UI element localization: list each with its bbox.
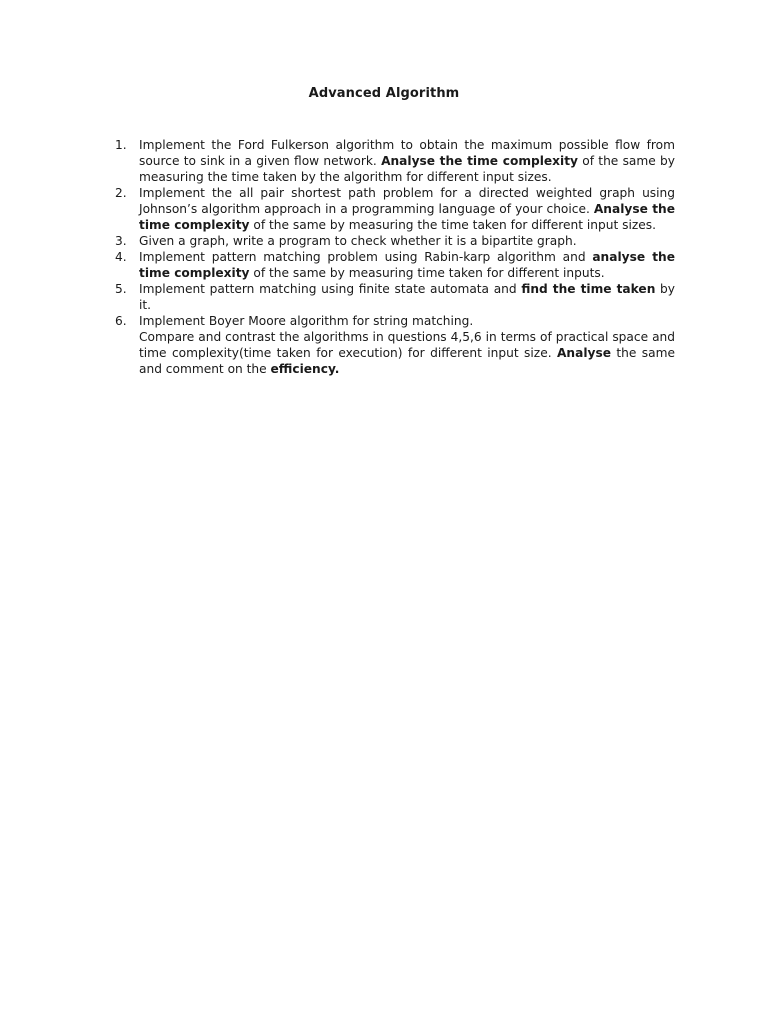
closing-text-segment: Compare and contrast the algorithms in questions 4,5,6 in terms of practical space and time complexity(time taken for execution) for different input size. <box>139 330 675 360</box>
question-text-segment: Implement pattern matching using finite state automata and <box>139 282 522 296</box>
question-number: 3. <box>115 234 127 248</box>
question-text-segment: Implement the all pair shortest path problem for a directed weighted graph using Johnson’s algorithm approach in a programming language of your choice. <box>139 186 675 216</box>
question-item-3 <box>115 233 675 249</box>
closing-emphasis: efficiency. <box>270 362 340 376</box>
question-text <box>139 250 675 280</box>
question-emphasis: find the time taken <box>521 282 656 296</box>
closing-paragraph <box>115 329 675 377</box>
question-text-segment: Implement Boyer Moore algorithm for string matching. <box>139 314 474 328</box>
question-text-segment: Implement the Ford Fulkerson algorithm to obtain the maximum possible flow from source to sink in a given flow network. <box>139 138 675 168</box>
question-text <box>139 282 675 312</box>
closing-emphasis: Analyse <box>556 346 611 360</box>
question-item-1 <box>115 137 675 185</box>
question-text <box>139 138 675 184</box>
question-text <box>139 234 577 248</box>
question-emphasis: Analyse the time complexity <box>381 154 578 168</box>
question-text <box>139 314 473 328</box>
question-number: 2. <box>115 186 127 200</box>
question-emphasis: analyse the time complexity <box>139 250 675 280</box>
question-text-segment: of the same by measuring time taken for different inputs. <box>249 266 605 280</box>
question-emphasis: Analyse the time complexity <box>139 202 675 232</box>
question-text-segment: of the same by measuring the time taken by the algorithm for different input sizes. <box>139 154 675 184</box>
question-text-segment: of the same by measuring the time taken for different input sizes. <box>249 218 656 232</box>
document-title: Advanced Algorithm <box>308 86 460 101</box>
question-item-6 <box>115 313 675 329</box>
question-text-segment: Implement pattern matching problem using Rabin-karp algorithm and <box>139 250 593 264</box>
question-number: 4. <box>115 250 127 264</box>
question-number: 1. <box>115 138 127 152</box>
question-text-segment: by it. <box>139 282 675 312</box>
question-text <box>139 186 675 232</box>
question-item-4 <box>115 249 675 281</box>
question-number: 5. <box>115 282 127 296</box>
question-item-2 <box>115 185 675 233</box>
question-number: 6. <box>115 314 127 328</box>
question-item-5 <box>115 281 675 313</box>
question-list <box>115 137 675 377</box>
question-text-segment: Given a graph, write a program to check whether it is a bipartite graph. <box>139 234 577 248</box>
closing-text-segment: the same and comment on the <box>139 346 675 376</box>
